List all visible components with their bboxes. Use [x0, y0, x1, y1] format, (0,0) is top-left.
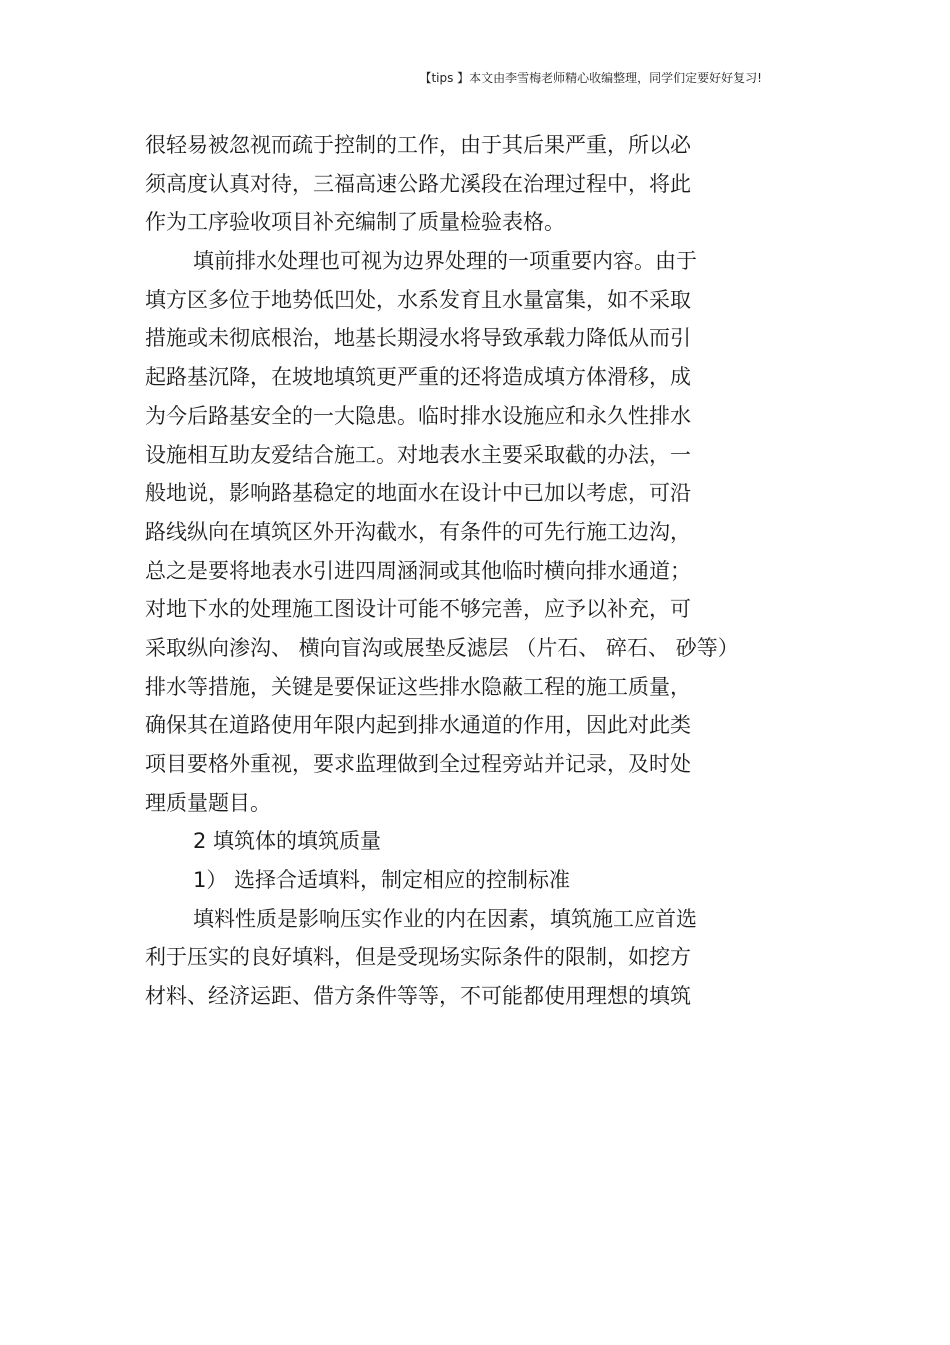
header-tips-note: 【tips 】本文由李雪梅老师精心收编整理，同学们定要好好复习!	[419, 71, 762, 85]
body-line: 须高度认真对待，三福高速公路尤溪段在治理过程中，将此	[145, 171, 691, 196]
body-line: 为今后路基安全的一大隐患。临时排水设施应和永久性排水	[145, 403, 691, 428]
body-line: 起路基沉降，在坡地填筑更严重的还将造成填方体滑移，成	[145, 365, 691, 390]
body-line: 排水等措施，关键是要保证这些排水隐蔽工程的施工质量，	[145, 674, 691, 699]
body-line: 利于压实的良好填料，但是受现场实际条件的限制，如挖方	[145, 945, 691, 970]
body-line: 设施相互助友爱结合施工。对地表水主要采取截的办法，一	[145, 442, 691, 467]
document-body	[145, 126, 825, 1016]
subsection-heading: 1） 选择合适填料，制定相应的控制标准	[193, 868, 571, 893]
body-line: 很轻易被忽视而疏于控制的工作，由于其后果严重，所以必	[145, 133, 691, 157]
body-line: 作为工序验收项目补充编制了质量检验表格。	[145, 210, 565, 235]
body-line: 确保其在道路使用年限内起到排水通道的作用，因此对此类	[145, 713, 691, 738]
paragraph-start-line: 填料性质是影响压实作业的内在因素，填筑施工应首选	[193, 906, 697, 931]
body-line: 材料、经济运距、借方条件等等，不可能都使用理想的填筑	[145, 984, 691, 1009]
paragraph-start-line: 填前排水处理也可视为边界处理的一项重要内容。由于	[193, 249, 697, 274]
section-heading: 2 填筑体的填筑质量	[193, 829, 382, 854]
body-line: 般地说，影响路基稳定的地面水在设计中已加以考虑，可沿	[145, 481, 691, 506]
body-line: 对地下水的处理施工图设计可能不够完善，应予以补充，可	[145, 597, 691, 622]
body-line: 总之是要将地表水引进四周涵洞或其他临时横向排水通道；	[145, 558, 691, 583]
body-line: 路线纵向在填筑区外开沟截水，有条件的可先行施工边沟，	[145, 519, 691, 544]
body-line: 理质量题目。	[145, 790, 271, 815]
body-line: 填方区多位于地势低凹处，水系发育且水量富集，如不采取	[145, 287, 691, 312]
body-line: 采取纵向渗沟、 横向盲沟或展垫反滤层 （片石、 碎石、 砂等）	[145, 635, 739, 660]
body-line: 措施或未彻底根治，地基长期浸水将导致承载力降低从而引	[145, 326, 691, 351]
body-line: 项目要格外重视，要求监理做到全过程旁站并记录，及时处	[145, 752, 691, 776]
